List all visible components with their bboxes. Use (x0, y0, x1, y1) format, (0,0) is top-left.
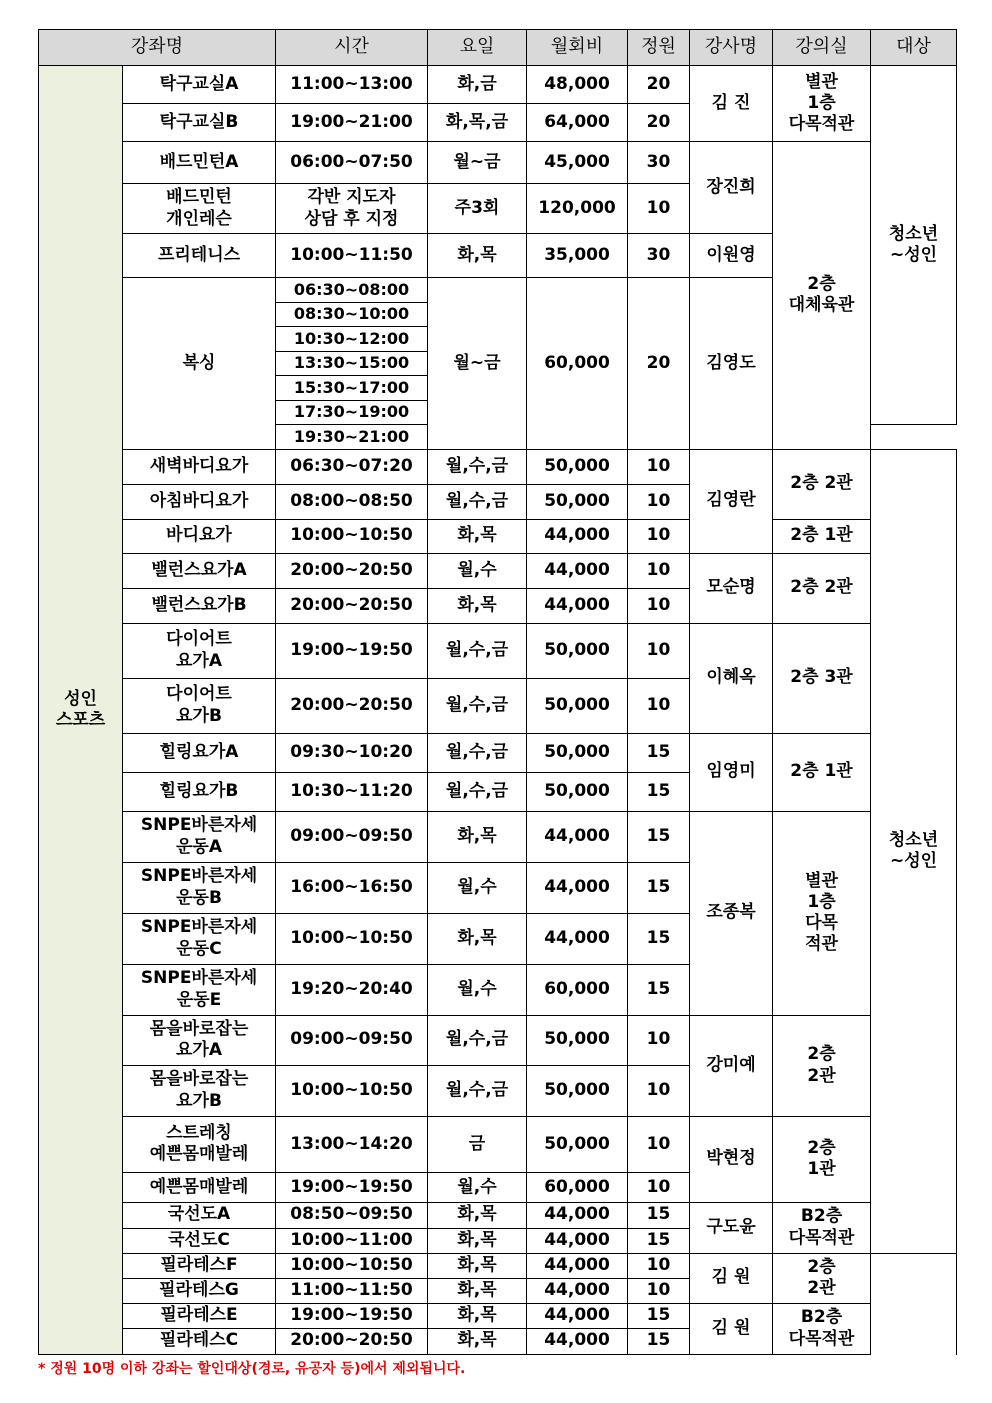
course-time: 06:00~07:50 (276, 142, 428, 184)
course-capacity: 15 (628, 913, 690, 964)
table-row (39, 1015, 957, 1065)
course-capacity: 10 (628, 1173, 690, 1202)
table-row (39, 66, 957, 104)
course-day: 월,수 (428, 1173, 527, 1202)
course-capacity: 30 (628, 142, 690, 184)
course-fee: 44,000 (527, 553, 628, 588)
course-day: 화,목 (428, 234, 527, 278)
instructor-cell: 김 진 (690, 66, 773, 142)
course-name: 새벽바디요가 (123, 449, 276, 484)
course-day: 화,목 (428, 1253, 527, 1278)
course-time: 10:00~10:50 (276, 1065, 428, 1116)
instructor-cell: 이혜옥 (690, 623, 773, 733)
course-fee: 44,000 (527, 1328, 628, 1354)
course-time: 19:00~21:00 (276, 104, 428, 142)
course-fee: 60,000 (527, 1173, 628, 1202)
course-capacity: 10 (628, 553, 690, 588)
course-capacity: 10 (628, 1253, 690, 1278)
course-fee: 50,000 (527, 733, 628, 772)
course-capacity: 10 (628, 1116, 690, 1173)
course-fee: 48,000 (527, 66, 628, 104)
course-time: 08:00~08:50 (276, 484, 428, 519)
course-name: 바디요가 (123, 519, 276, 553)
instructor-cell: 김 원 (690, 1253, 773, 1303)
course-capacity: 15 (628, 1328, 690, 1354)
course-capacity: 10 (628, 678, 690, 733)
course-fee: 44,000 (527, 811, 628, 862)
course-name: SNPE바른자세 운동E (123, 964, 276, 1015)
course-fee: 60,000 (527, 964, 628, 1015)
course-fee: 50,000 (527, 678, 628, 733)
table-row (39, 519, 957, 553)
header-capacity: 정원 (628, 30, 690, 66)
category-cell: 성인 스포츠 (39, 66, 123, 1355)
course-time: 19:00~19:50 (276, 1303, 428, 1328)
course-time: 20:00~20:50 (276, 588, 428, 623)
course-time: 10:00~10:50 (276, 913, 428, 964)
instructor-cell: 김 원 (690, 1303, 773, 1354)
course-name: 다이어트 요가B (123, 678, 276, 733)
course-capacity: 10 (628, 1278, 690, 1303)
course-time: 20:00~20:50 (276, 678, 428, 733)
course-time: 15:30~17:00 (276, 376, 428, 401)
course-name: 국선도A (123, 1202, 276, 1228)
course-fee: 35,000 (527, 234, 628, 278)
course-fee: 60,000 (527, 278, 628, 450)
course-name: 국선도C (123, 1228, 276, 1253)
course-time: 20:00~20:50 (276, 1328, 428, 1354)
course-name: 배드민턴 개인레슨 (123, 184, 276, 234)
room-cell: 2층 2관 (773, 1253, 871, 1303)
course-time: 06:30~07:20 (276, 449, 428, 484)
course-time: 09:00~09:50 (276, 1015, 428, 1065)
course-capacity: 15 (628, 772, 690, 811)
room-cell: B2층 다목적관 (773, 1303, 871, 1354)
course-capacity: 15 (628, 1202, 690, 1228)
header-course-name: 강좌명 (39, 30, 276, 66)
course-name: 프리테니스 (123, 234, 276, 278)
course-time: 13:30~15:00 (276, 351, 428, 376)
course-day: 화,목 (428, 913, 527, 964)
course-time: 10:00~10:50 (276, 1253, 428, 1278)
room-cell: 별관 1층 다목적관 (773, 66, 871, 142)
course-fee: 50,000 (527, 623, 628, 678)
course-time: 06:30~08:00 (276, 278, 428, 303)
footnote: * 정원 10명 이하 강좌는 할인대상(경로, 유공자 등)에서 제외됩니다. (38, 1361, 466, 1377)
course-name: 필라테스E (123, 1303, 276, 1328)
course-day: 월,수 (428, 553, 527, 588)
course-name: 밸런스요가B (123, 588, 276, 623)
course-time: 08:30~10:00 (276, 302, 428, 327)
course-capacity: 10 (628, 519, 690, 553)
course-time: 08:50~09:50 (276, 1202, 428, 1228)
course-time: 20:00~20:50 (276, 553, 428, 588)
instructor-cell: 김영도 (690, 278, 773, 450)
instructor-cell: 구도윤 (690, 1202, 773, 1253)
course-schedule-table (38, 29, 957, 1355)
table-row (39, 449, 957, 484)
course-capacity: 10 (628, 623, 690, 678)
table-row (39, 623, 957, 678)
course-fee: 44,000 (527, 519, 628, 553)
course-fee: 44,000 (527, 1303, 628, 1328)
room-cell: B2층 다목적관 (773, 1202, 871, 1253)
course-day: 화,목 (428, 1202, 527, 1228)
table-row (39, 811, 957, 862)
course-time: 16:00~16:50 (276, 862, 428, 913)
course-time: 19:00~19:50 (276, 1173, 428, 1202)
course-name: SNPE바른자세 운동A (123, 811, 276, 862)
course-capacity: 30 (628, 234, 690, 278)
course-day: 화,목 (428, 1328, 527, 1354)
course-name: 탁구교실A (123, 66, 276, 104)
course-name: 탁구교실B (123, 104, 276, 142)
room-cell: 2층 대체육관 (773, 142, 871, 450)
course-time: 10:00~11:50 (276, 234, 428, 278)
course-time: 11:00~13:00 (276, 66, 428, 104)
table-row (39, 1303, 957, 1328)
course-capacity: 20 (628, 278, 690, 450)
instructor-cell: 김영란 (690, 449, 773, 553)
course-capacity: 15 (628, 1303, 690, 1328)
course-fee: 44,000 (527, 862, 628, 913)
course-name: SNPE바른자세 운동C (123, 913, 276, 964)
table-row (39, 1253, 957, 1278)
course-day: 월,수,금 (428, 678, 527, 733)
course-time: 19:30~21:00 (276, 425, 428, 450)
course-name: 예쁜몸매발레 (123, 1173, 276, 1202)
table-row (39, 142, 957, 184)
course-fee: 44,000 (527, 1228, 628, 1253)
table-row (39, 1116, 957, 1173)
instructor-cell: 모순명 (690, 553, 773, 623)
room-cell: 2층 2관 (773, 553, 871, 623)
course-time: 11:00~11:50 (276, 1278, 428, 1303)
header-day: 요일 (428, 30, 527, 66)
course-fee: 44,000 (527, 1253, 628, 1278)
course-capacity: 20 (628, 66, 690, 104)
course-day: 화,목 (428, 519, 527, 553)
room-cell: 2층 3관 (773, 623, 871, 733)
course-fee: 44,000 (527, 588, 628, 623)
course-capacity: 10 (628, 1015, 690, 1065)
course-day: 월,수,금 (428, 623, 527, 678)
course-capacity: 10 (628, 449, 690, 484)
course-name: 다이어트 요가A (123, 623, 276, 678)
course-day: 화,목 (428, 1278, 527, 1303)
header-room: 강의실 (773, 30, 871, 66)
header-instructor: 강사명 (690, 30, 773, 66)
course-fee: 44,000 (527, 1278, 628, 1303)
course-time: 19:00~19:50 (276, 623, 428, 678)
instructor-cell: 박현정 (690, 1116, 773, 1202)
course-name: 아침바디요가 (123, 484, 276, 519)
course-day: 월,수,금 (428, 733, 527, 772)
course-day: 화,목 (428, 1303, 527, 1328)
course-time: 17:30~19:00 (276, 400, 428, 425)
instructor-cell: 조종복 (690, 811, 773, 1015)
room-cell: 2층 2관 (773, 1015, 871, 1116)
instructor-cell: 임영미 (690, 733, 773, 811)
course-name: SNPE바른자세 운동B (123, 862, 276, 913)
course-name: 배드민턴A (123, 142, 276, 184)
course-name: 힐링요가A (123, 733, 276, 772)
course-day: 금 (428, 1116, 527, 1173)
course-name: 필라테스G (123, 1278, 276, 1303)
course-fee: 45,000 (527, 142, 628, 184)
header-target: 대상 (871, 30, 957, 66)
course-time: 13:00~14:20 (276, 1116, 428, 1173)
course-day: 화,금 (428, 66, 527, 104)
course-capacity: 15 (628, 862, 690, 913)
room-cell: 2층 1관 (773, 1116, 871, 1202)
target-cell: 청소년 ~성인 (871, 66, 957, 425)
course-name: 복싱 (123, 278, 276, 450)
course-name: 힐링요가B (123, 772, 276, 811)
course-name: 몸을바로잡는 요가B (123, 1065, 276, 1116)
course-fee: 50,000 (527, 449, 628, 484)
course-day: 월~금 (428, 142, 527, 184)
course-time: 19:20~20:40 (276, 964, 428, 1015)
course-time: 09:30~10:20 (276, 733, 428, 772)
course-name: 필라테스C (123, 1328, 276, 1354)
room-cell: 2층 1관 (773, 519, 871, 553)
header-row (39, 30, 957, 66)
instructor-cell: 이원영 (690, 234, 773, 278)
table-row (39, 733, 957, 772)
course-name: 몸을바로잡는 요가A (123, 1015, 276, 1065)
course-day: 월~금 (428, 278, 527, 450)
course-name: 필라테스F (123, 1253, 276, 1278)
course-day: 화,목,금 (428, 104, 527, 142)
course-day: 월,수,금 (428, 1065, 527, 1116)
course-day: 화,목 (428, 811, 527, 862)
course-capacity: 15 (628, 811, 690, 862)
course-time: 10:30~11:20 (276, 772, 428, 811)
course-capacity: 15 (628, 964, 690, 1015)
course-capacity: 10 (628, 588, 690, 623)
room-cell: 2층 2관 (773, 449, 871, 519)
target-cell: 청소년 ~성인 (871, 449, 957, 1253)
table-row (39, 1202, 957, 1228)
course-day: 월,수,금 (428, 1015, 527, 1065)
course-fee: 64,000 (527, 104, 628, 142)
course-fee: 44,000 (527, 913, 628, 964)
course-fee: 50,000 (527, 484, 628, 519)
course-fee: 50,000 (527, 1015, 628, 1065)
course-fee: 50,000 (527, 1116, 628, 1173)
header-fee: 월회비 (527, 30, 628, 66)
instructor-cell: 장진희 (690, 142, 773, 234)
course-capacity: 15 (628, 733, 690, 772)
course-name: 스트레칭 예쁜몸매발레 (123, 1116, 276, 1173)
table-row (39, 553, 957, 588)
course-name: 밸런스요가A (123, 553, 276, 588)
course-capacity: 10 (628, 1065, 690, 1116)
course-capacity: 10 (628, 484, 690, 519)
course-day: 월,수 (428, 862, 527, 913)
course-fee: 44,000 (527, 1202, 628, 1228)
course-capacity: 20 (628, 104, 690, 142)
course-fee: 50,000 (527, 1065, 628, 1116)
room-cell: 2층 1관 (773, 733, 871, 811)
room-cell: 별관 1층 다목 적관 (773, 811, 871, 1015)
course-time: 10:00~11:00 (276, 1228, 428, 1253)
course-time: 10:00~10:50 (276, 519, 428, 553)
course-day: 월,수,금 (428, 772, 527, 811)
course-time: 10:30~12:00 (276, 327, 428, 352)
course-day: 월,수 (428, 964, 527, 1015)
course-fee: 120,000 (527, 184, 628, 234)
course-day: 월,수,금 (428, 449, 527, 484)
course-day: 주3회 (428, 184, 527, 234)
course-day: 월,수,금 (428, 484, 527, 519)
course-day: 화,목 (428, 588, 527, 623)
course-fee: 50,000 (527, 772, 628, 811)
course-capacity: 10 (628, 184, 690, 234)
course-capacity: 15 (628, 1228, 690, 1253)
course-time: 각반 지도자 상담 후 지정 (276, 184, 428, 234)
instructor-cell: 강미예 (690, 1015, 773, 1116)
course-time: 09:00~09:50 (276, 811, 428, 862)
header-time: 시간 (276, 30, 428, 66)
course-day: 화,목 (428, 1228, 527, 1253)
